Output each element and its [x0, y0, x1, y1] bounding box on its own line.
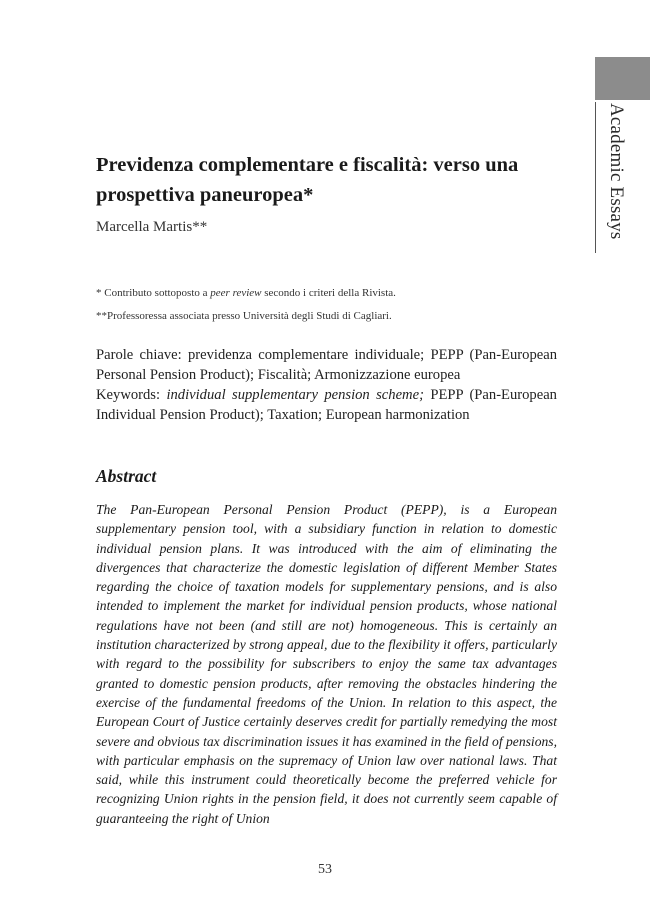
- keywords-english-emphasis: individual supplementary pension scheme;: [166, 387, 424, 403]
- page-number: 53: [318, 862, 332, 877]
- footnote-affiliation: **Professoressa associata presso Università degli Studi di Cagliari.: [96, 310, 392, 322]
- keywords-italian: Parole chiave: previdenza complementare individuale; PEPP (Pan-European Personal Pension Product); Fiscalità; Armonizzazione europea: [96, 347, 557, 383]
- article-author: Marcella Martis**: [96, 219, 208, 235]
- keywords-english: [96, 385, 557, 425]
- article-title: Previdenza complementare e fiscalità: verso una prospettiva paneuropea*: [96, 154, 519, 206]
- section-divider-line: [595, 102, 596, 253]
- abstract-body: The Pan-European Personal Pension Product (PEPP), is a European supplementary pension tool, with a subsidiary function in relation to domestic individual pension plans. It was introduced with the aim of eliminating the divergences that characterize the domestic legislation of different Member States regarding the choice of taxation models for supplementary pensions, and is also intended to implement the market for individual pension products, whose national regulations have not been (and still are not) homogeneous. This is certainly an institution characterized by strong appeal, due to the flexibility it offers, particularly with regard to the possibility for subscribers to enjoy the same tax advantages granted to domestic pension products, after removing the obstacles hindering the exercise of the fundamental freedoms of the Union. In relation to this aspect, the European Court of Justice certainly deserves credit for partially remedying the most severe and obvious tax discrimination issues it has examined in the field of pensions, with particular emphasis on the supremacy of Union law over national laws. That said, while this instrument could theoretically become the preferred vehicle for recognizing Union rights in the pension field, it does not currently seem capable of guaranteeing the right of Union: [96, 502, 557, 826]
- footnote-peer-review: [96, 286, 396, 300]
- footnote-peer-review-suffix: secondo i criteri della Rivista.: [261, 287, 396, 299]
- keywords-block: [96, 345, 557, 425]
- keywords-english-rest: PEPP (Pan-European Individual Pension Product); Taxation; European harmonization: [96, 387, 557, 423]
- abstract-heading: Abstract: [96, 466, 157, 486]
- footnote-peer-review-prefix: * Contributo sottoposto a: [96, 287, 211, 299]
- keywords-english-label: Keywords:: [96, 387, 167, 403]
- section-label: Academic Essays: [606, 103, 627, 240]
- footnote-peer-review-emphasis: peer review: [210, 287, 262, 299]
- section-tab-marker: [595, 57, 650, 100]
